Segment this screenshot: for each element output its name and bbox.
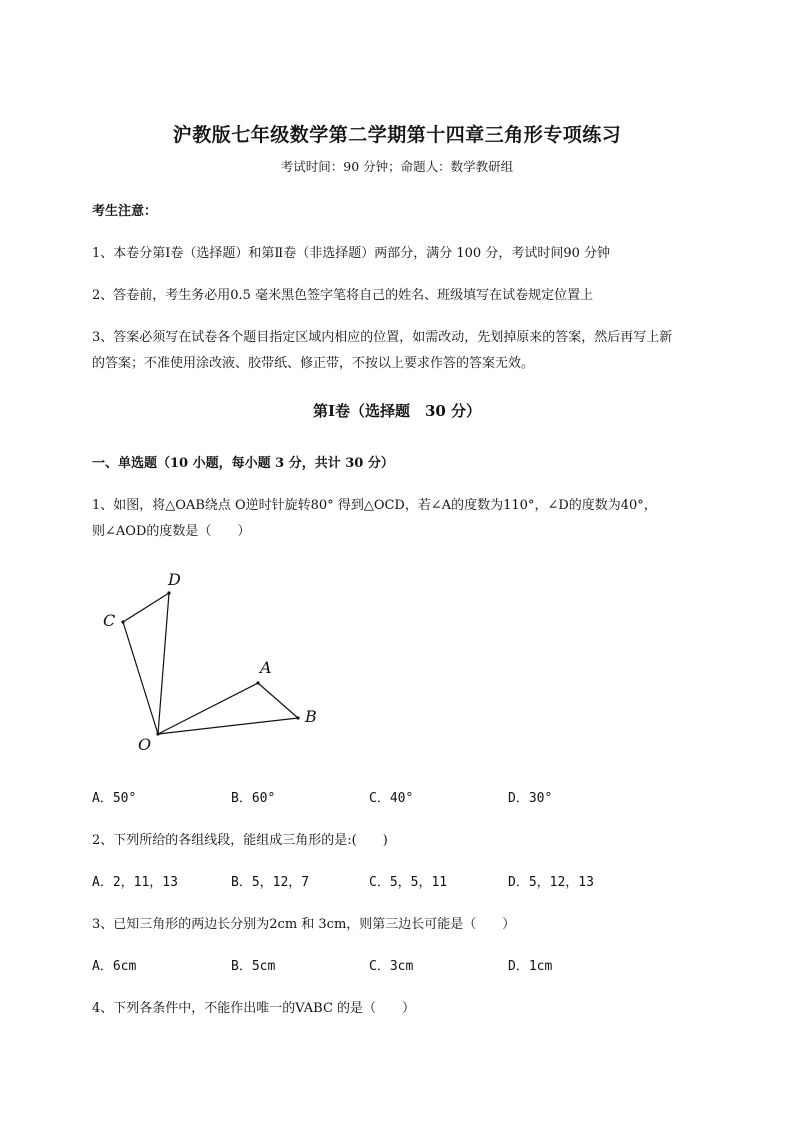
label-d: D [168, 570, 181, 589]
segment-oc [123, 622, 158, 734]
option-c[interactable]: C．40° [369, 791, 414, 806]
option-a[interactable]: A．50° [92, 791, 137, 806]
option-c[interactable]: C．5，5，11 [369, 875, 448, 890]
segment-cd [123, 593, 169, 622]
rotation-figure [90, 560, 350, 755]
question-stem: 3、已知三角形的两边长分别为2cm 和 3cm，则第三边长可能是（ ） [92, 917, 516, 932]
segment-od [158, 593, 169, 734]
notice-item: 3、答案必须写在试卷各个题目指定区域内相应的位置，如需改动，先划掉原来的答案，然后再写上新 [92, 330, 673, 345]
label-o: O [138, 735, 152, 754]
option-d[interactable]: D．5，12，13 [508, 875, 594, 890]
point-c [121, 620, 124, 623]
point-o [156, 732, 159, 735]
notice-item: 1、本卷分第Ⅰ卷（选择题）和第Ⅱ卷（非选择题）两部分，满分 100 分，考试时间90 分钟 [92, 246, 610, 261]
label-b: B [305, 707, 317, 726]
segment-ab [258, 683, 298, 718]
exam-info: 考试时间：90 分钟；命题人：数学教研组 [280, 159, 514, 174]
option-b[interactable]: B．5，12，7 [231, 875, 310, 890]
page-title: 沪教版七年级数学第二学期第十四章三角形专项练习 [172, 124, 622, 146]
notice-item: 的答案；不准使用涂改液、胶带纸、修正带，不按以上要求作答的答案无效。 [92, 356, 535, 371]
option-d[interactable]: D．1cm [508, 959, 553, 974]
part-heading: 一、单选题（10 小题，每小题 3 分，共计 30 分） [92, 456, 394, 471]
section-title: 第Ⅰ卷（选择题 30 分） [312, 402, 482, 420]
question-stem: 4、下列各条件中，不能作出唯一的VABC 的是（ ） [92, 1001, 416, 1016]
option-d[interactable]: D．30° [508, 791, 553, 806]
label-a: A [260, 658, 272, 677]
segment-ob [158, 718, 298, 734]
point-b [296, 716, 299, 719]
label-c: C [103, 611, 116, 630]
notice-heading: 考生注意： [92, 204, 158, 219]
point-a [256, 681, 259, 684]
question-stem: 则∠AOD的度数是（ ） [92, 524, 251, 539]
point-d [167, 591, 170, 594]
option-c[interactable]: C．3cm [369, 959, 414, 974]
option-a[interactable]: A．6cm [92, 959, 137, 974]
segment-oa [158, 683, 258, 734]
option-a[interactable]: A．2，11，13 [92, 875, 178, 890]
option-b[interactable]: B．60° [231, 791, 276, 806]
notice-item: 2、答卷前，考生务必用0.5 毫米黑色签字笔将自己的姓名、班级填写在试卷规定位置上 [92, 288, 594, 303]
question-stem: 2、下列所给的各组线段，能组成三角形的是:( ) [92, 833, 388, 848]
question-stem: 1、如图，将△OAB绕点 O逆时针旋转80° 得到△OCD，若∠A的度数为110°，∠D的度数为40°， [92, 498, 657, 513]
option-b[interactable]: B．5cm [231, 959, 276, 974]
